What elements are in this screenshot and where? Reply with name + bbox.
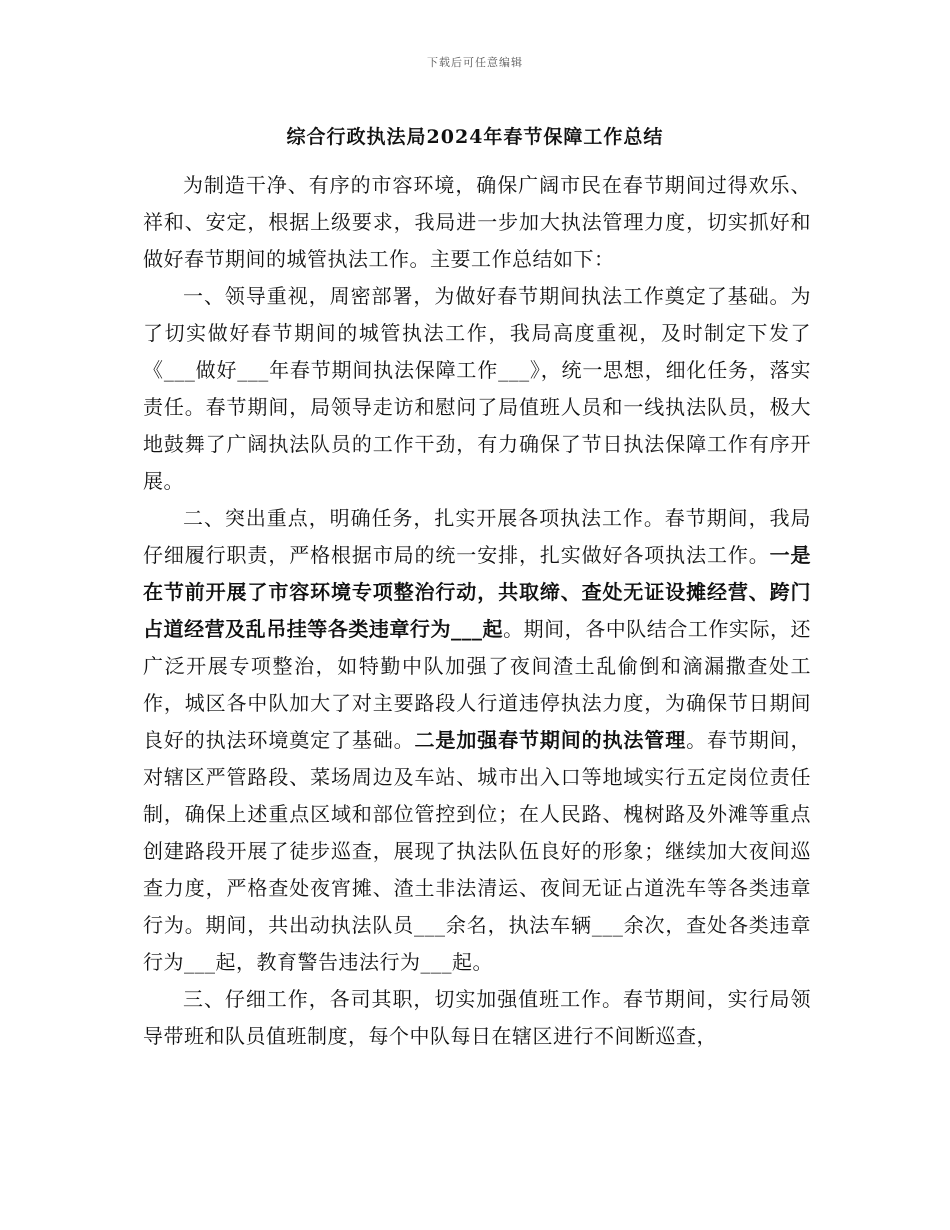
paragraph-section-1 — [143, 278, 811, 500]
paragraph-section-3 — [143, 981, 811, 1055]
text-segment: 三、仔细工作，各司其职，切实加强值班工作。春节期间，实行局领导带班和队员值班制度，每个中队每日在辖区进行不间断巡查， — [143, 987, 811, 1048]
bold-text-segment: 二是加强春节期间的执法管理 — [414, 728, 687, 752]
page-header-note: 下载后可任意编辑 — [427, 56, 523, 69]
text-segment: 为制造干净、有序的市容环境，确保广阔市民在春节期间过得欢乐、祥和、安定，根据上级要求，我局进一步加大执法管理力度，切实抓好和做好春节期间的城管执法工作。主要工作总结如下： — [143, 173, 811, 271]
document-body — [143, 167, 811, 1055]
document-title: 综合行政执法局2024年春节保障工作总结 — [286, 126, 664, 148]
text-segment: 一、领导重视，周密部署，为做好春节期间执法工作奠定了基础。为了切实做好春节期间的城管执法工作，我局高度重视，及时制定下发了《___做好___年春节期间执法保障工作___》，统一思想，细化任务，落实责任。春节期间，局领导走访和慰问了局值班人员和一线执法队员，极大地鼓舞了广阔执法队员的工作干劲，有力确保了节日执法保障工作有序开展。 — [143, 284, 811, 493]
paragraph-intro — [143, 167, 811, 278]
text-segment: 。春节期间，对辖区严管路段、菜场周边及车站、城市出入口等地域实行五定岗位责任制，确保上述重点区域和部位管控到位；在人民路、槐树路及外滩等重点创建路段开展了徒步巡查，展现了执法队伍良好的形象；继续加大夜间巡查力度，严格查处夜宵摊、渣土非法清运、夜间无证占道洗车等各类违章行为。期间，共出动执法队员___余名，执法车辆___余次，查处各类违章行为___起，教育警告违法行为___起。 — [143, 728, 812, 974]
text-segment: 二、突出重点，明确任务，扎实开展各项执法工作。春节期间，我局仔细履行职责，严格根据市局的统一安排，扎实做好各项执法工作。 — [143, 506, 811, 567]
text-segment: 。期间，各中队结合工作实际，还广泛开展专项整治，如特勤中队加强了夜间渣土乱偷倒和滴漏撒查处工作，城区各中队加大了对主要路段人行道违停执法力度，为确保节日期间良好的执法环境奠定了基础。 — [143, 617, 812, 752]
bold-text-segment: 一是在节前开展了市容环境专项整治行动，共取缔、查处无证设摊经营、跨门占道经营及乱吊挂等各类违章行为___起 — [143, 543, 812, 641]
paragraph-section-2 — [143, 500, 811, 981]
